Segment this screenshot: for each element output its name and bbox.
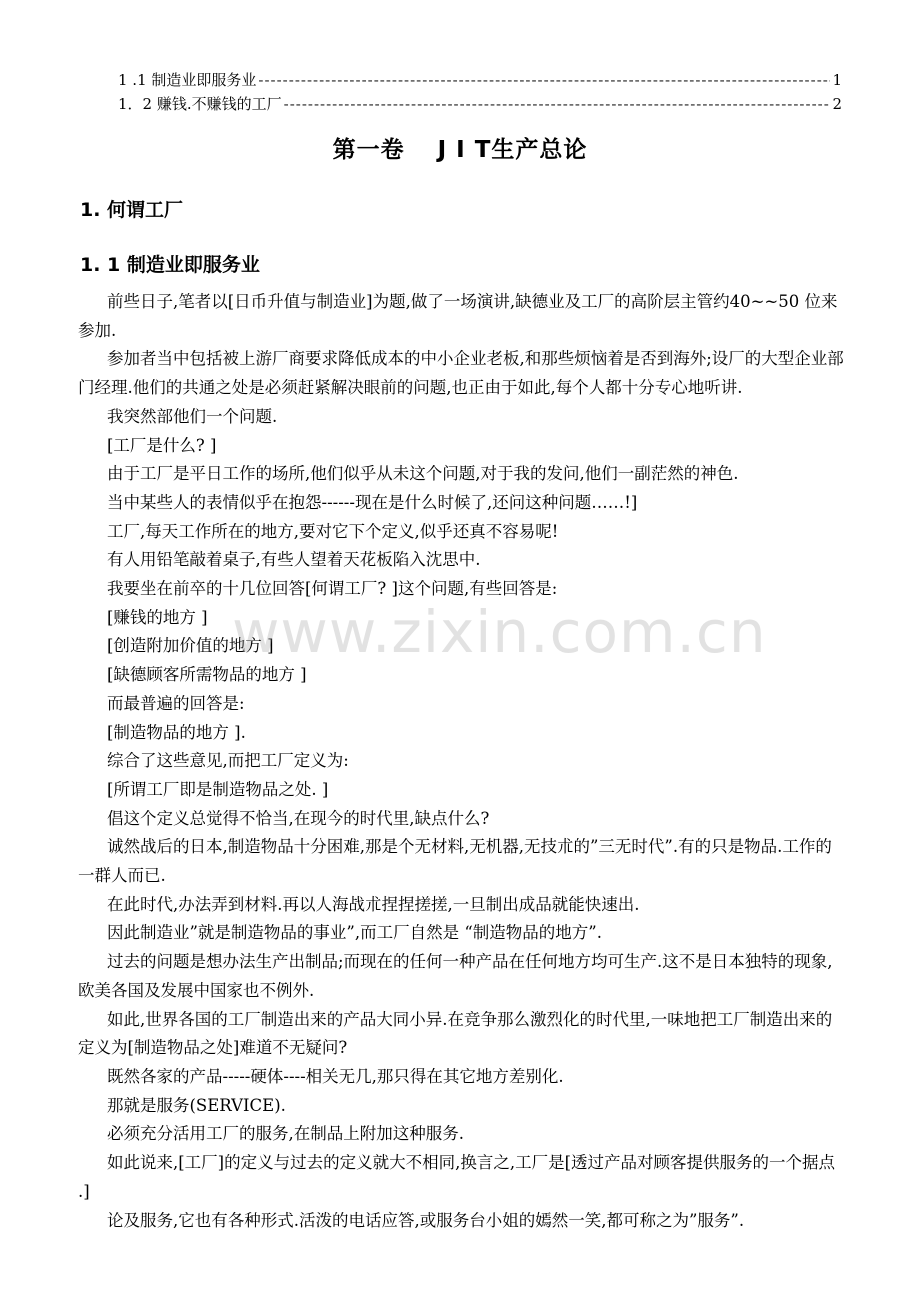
body-paragraph: 如此,世界各国的工厂制造出来的产品大同小异.在竞争那么激烈化的时代里,一味地把工厂制造出来的定义为[制造物品之处]难道不无疑问? xyxy=(78,1009,833,1058)
toc-leader-dots xyxy=(258,68,830,92)
body-paragraph: 既然各家的产品-----硬体----相关无几,那只得在其它地方差别化. xyxy=(107,1066,564,1086)
toc-entry-label: 1．2 赚钱.不赚钱的工厂 xyxy=(118,95,282,113)
body-paragraph: 论及服务,它也有各种形式.活泼的电话应答,或服务台小姐的嫣然一笑,都可称之为”服务”. xyxy=(107,1210,745,1230)
body-paragraph: 如此说来,[工厂]的定义与过去的定义就大不相同,换言之,工厂是[透过产品对顾客提供服务的一个据点 .] xyxy=(78,1153,836,1201)
body-paragraph: 综合了这些意见,而把工厂定义为: xyxy=(107,751,349,771)
body-paragraph: 我要坐在前卒的十几位回答[何谓工厂? ]这个问题,有些回答是: xyxy=(107,579,558,599)
toc-entry[interactable] xyxy=(118,92,842,116)
body-paragraph: 前些日子,笔者以[日币升值与制造业]为题,做了一场演讲,缺德业及工厂的高阶层主管约40~~50 位来参加. xyxy=(78,292,838,340)
body-paragraph: [赚钱的地方 ] xyxy=(107,607,208,627)
body-paragraph: [创造附加价值的地方 ] xyxy=(107,636,274,656)
chapter-heading: 1. 何谓工厂 xyxy=(80,199,184,221)
body-paragraph: 在此时代,办法弄到材料.再以人海战朮捏捏搓搓,一旦制出成品就能快速出. xyxy=(107,894,640,914)
body-paragraph: [制造物品的地方 ]. xyxy=(107,722,246,742)
toc-entry-page: 2 xyxy=(832,95,842,113)
body-paragraph: 当中某些人的表情似乎在抱怨------现在是什么时候了,还问这种问题……!] xyxy=(107,492,638,512)
body-paragraph: 参加者当中包括被上游厂商要求降低成本的中小企业老板,和那些烦恼着是否到海外;设厂的大型企业部门经理.他们的共通之处是必须赶紧解决眼前的问题,也正由于如此,每个人都十分专心地听讲. xyxy=(78,349,844,398)
body-paragraph: 必须充分活用工厂的服务,在制品上附加这种服务. xyxy=(107,1124,464,1144)
body-paragraph: 由于工厂是平日工作的场所,他们似乎从未这个问题,对于我的发问,他们一副茫然的神色. xyxy=(107,464,739,484)
body-paragraph: 我突然部他们一个问题. xyxy=(107,406,278,426)
body-paragraph: 工厂,每天工作所在的地方,要对它下个定义,似乎还真不容易呢! xyxy=(107,521,559,541)
volume-title: 第一卷 J I T生产总论 xyxy=(332,137,588,163)
body-paragraph: [工厂是什么? ] xyxy=(107,435,217,455)
body-paragraph: 诚然战后的日本,制造物品十分困难,那是个无材料,无机器,无技朮的”三无时代”.有的只是物品.工作的一群人而已. xyxy=(78,837,832,886)
toc-entry-page: 1 xyxy=(832,71,842,89)
body-text xyxy=(78,288,844,1235)
table-of-contents xyxy=(118,68,842,116)
body-paragraph: 过去的问题是想办法生产出制品;而现在的任何一种产品在任何地方均可生产.这不是日本独特的现象,欧美各国及发展中国家也不例外. xyxy=(78,952,833,1000)
section-heading: 1. 1 制造业即服务业 xyxy=(80,254,260,276)
body-paragraph: 倡这个定义总觉得不恰当,在现今的时代里,缺点什么? xyxy=(107,808,490,828)
body-paragraph: [所谓工厂即是制造物品之处. ] xyxy=(107,779,329,799)
toc-entry-label: 1 .1 制造业即服务业 xyxy=(118,71,257,89)
toc-leader-dots xyxy=(284,92,831,116)
body-paragraph: 那就是服务(SERVICE). xyxy=(107,1095,286,1115)
body-paragraph: 因此制造业”就是制造物品的事业”,而工厂自然是 “制造物品的地方”. xyxy=(107,923,602,943)
watermark: www.zixin.com.cn xyxy=(232,598,767,666)
body-paragraph: 而最普遍的回答是: xyxy=(107,693,245,713)
body-paragraph: 有人用铅笔敲着桌子,有些人望着天花板陷入沈思中. xyxy=(107,550,481,570)
toc-entry[interactable] xyxy=(118,68,842,92)
body-paragraph: [缺德顾客所需物品的地方 ] xyxy=(107,665,307,685)
